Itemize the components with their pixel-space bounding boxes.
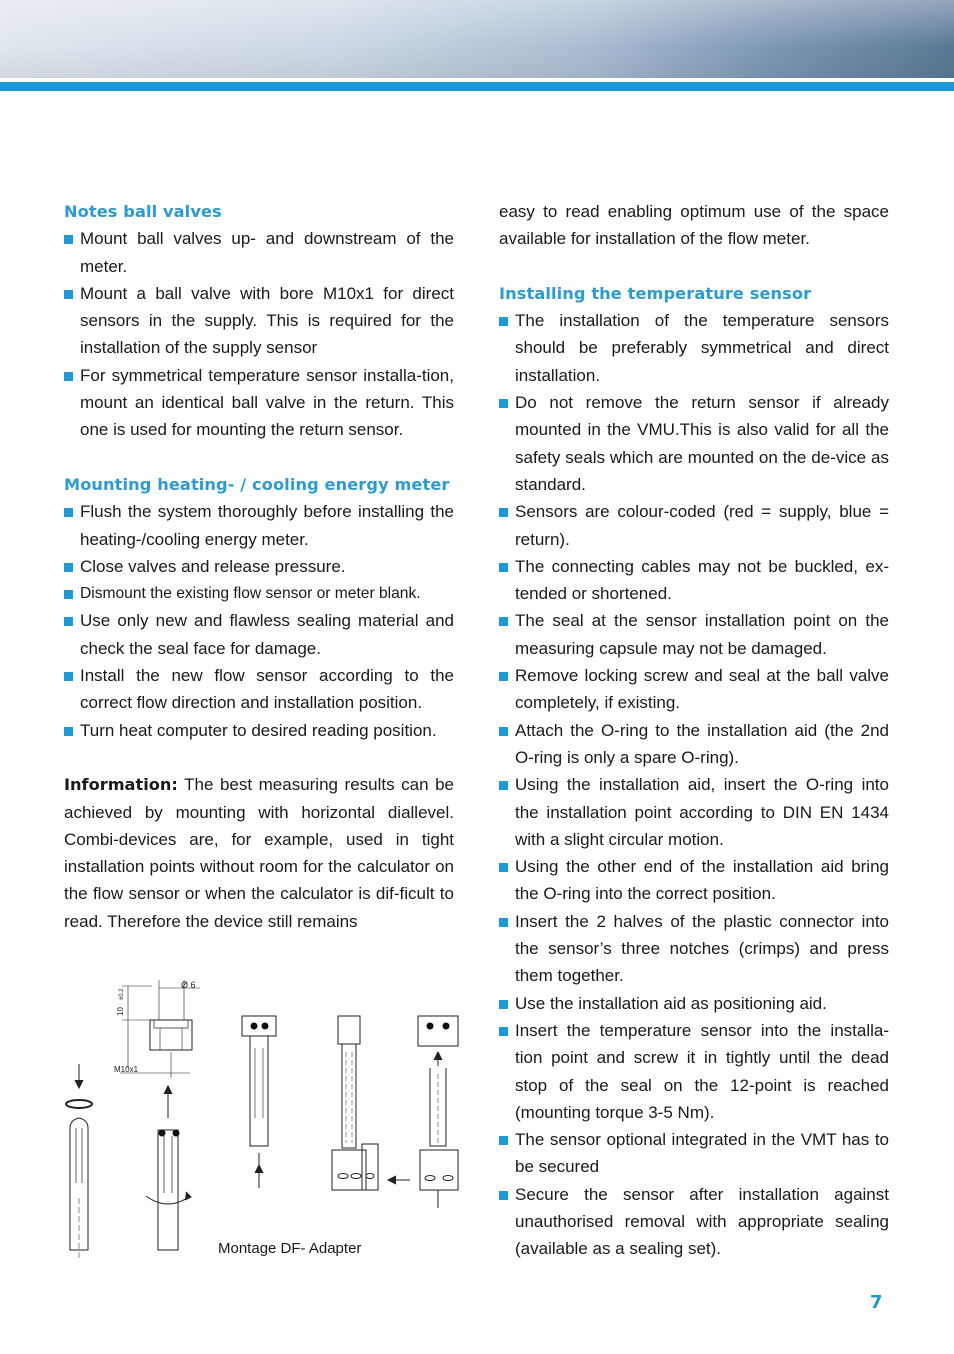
notes-heading: Notes ball valves [64,202,222,221]
mounting-heading: Mounting heating- / cooling energy meter [64,474,450,494]
list-item-text: Remove locking screw and seal at the ball valve completely, if existing. [515,666,889,713]
list-item-text: Using the installation aid, insert the O-ring into the installation point according to DIN EN 1434 with a slight circular motion. [515,775,889,849]
list-item-text: Mount a ball valve with bore M10x1 for direct sensors in the supply. This is required for the installation of the supply sensor [80,283,454,358]
bullet-square-icon [499,863,508,872]
thread-label: M10x1 [114,1065,139,1074]
list-item-text: The installation of the temperature sensors should be preferably symmetrical and direct installation. [515,311,889,385]
bullet-square-icon [64,235,73,244]
list-item-text: Use only new and flawless sealing material and check the seal face for damage. [80,611,454,658]
bullet-square-icon [64,372,73,381]
bullet-square-icon [499,1136,508,1145]
information-text: The best measuring results can be achieved by mounting with horizontal diallevel. Combi-devices are, for example, used in tight installation points without room for the calculator on the flow sensor or when the calculator is dif-ficult to read. Therefore the device still remains [64,775,454,931]
list-item-text: The connecting cables may not be buckled, ex-tended or shortened. [515,556,889,604]
list-item [499,662,889,717]
spacer [499,253,889,280]
page-number: 7 [870,1292,883,1313]
information-label: Information: [64,775,178,795]
bullet-square-icon [64,590,73,599]
bullet-square-icon [499,672,508,681]
list-item [499,771,889,853]
bullet-square-icon [64,727,73,736]
continuation-paragraph: easy to read enabling optimum use of the space available for installation of the flow meter. [499,202,889,249]
dim-height-label: 10 [116,1007,125,1016]
bullet-square-icon [499,563,508,572]
list-item [64,662,454,717]
list-item-text: The sensor optional integrated in the VMT has to be secured [515,1130,889,1177]
bullet-square-icon [64,672,73,681]
list-item-text: Using the other end of the installation aid bring the O-ring into the correct position. [515,857,889,904]
list-item [499,717,889,772]
bullet-square-icon [64,290,73,299]
list-item [499,389,889,498]
list-item [64,580,454,607]
list-item [499,498,889,553]
list-item [499,1181,889,1263]
list-item [64,498,454,553]
bullet-square-icon [499,1000,508,1009]
list-item [499,307,889,389]
list-item-text: Mount ball valves up- and downstream of the meter. [80,229,454,276]
list-item-text: Turn heat computer to desired reading position. [80,720,437,740]
dim-tolerance-label: ±0.2 [119,988,125,1000]
temp-sensor-heading: Installing the temperature sensor [499,283,812,303]
list-item [499,990,889,1017]
list-item-text: Dismount the existing flow sensor or meter blank. [80,585,421,603]
list-item [64,553,454,580]
list-item-text: The seal at the sensor installation point on the measuring capsule may not be damaged. [515,611,889,658]
list-item [499,553,889,608]
list-item-text: Attach the O-ring to the installation aid (the 2nd O-ring is only a spare O-ring). [515,720,889,767]
list-item [499,853,889,908]
mounting-list [64,498,454,744]
bullet-square-icon [499,317,508,326]
list-item-text: Secure the sensor after installation against unauthorised removal with appropriate sealing (available as a sealing set). [515,1184,889,1259]
notes-list [64,225,454,443]
bullet-square-icon [64,508,73,517]
spacer [64,744,454,771]
temp-sensor-list [499,307,889,1262]
bullet-square-icon [64,563,73,572]
information-paragraph [64,771,454,935]
list-item-text: Close valves and release pressure. [80,556,346,576]
list-item-text: For symmetrical temperature sensor installa-tion, mount an identical ball valve in the return. This one is used for mounting the return sensor. [80,365,454,440]
df-adapter-drawing [60,968,470,1263]
list-item-text: Insert the 2 halves of the plastic connector into the sensor’s three notches (crimps) and press them together. [515,911,889,986]
bullet-square-icon [499,508,508,517]
header-banner [0,0,954,78]
bullet-square-icon [499,617,508,626]
list-item [499,1017,889,1126]
right-column [499,198,889,1263]
list-item-text: Do not remove the return sensor if already mounted in the VMU.This is also valid for all the safety seals which are mounted on the de-vice as standard. [515,393,889,494]
list-item-text: Install the new flow sensor according to the correct flow direction and installation position. [80,666,454,713]
dim-diameter-label: Ø 6 [181,980,196,990]
accent-bar [0,82,954,91]
list-item [499,1126,889,1181]
list-item-text: Flush the system thoroughly before installing the heating-/cooling energy meter. [80,502,454,549]
list-item [499,908,889,990]
list-item [64,362,454,444]
banner-shine [0,0,954,78]
list-item [499,607,889,662]
bullet-square-icon [64,617,73,626]
bullet-square-icon [499,781,508,790]
spacer [64,444,454,471]
list-item-text: Sensors are colour-coded (red = supply, blue = return). [515,502,889,549]
bullet-square-icon [499,399,508,408]
list-item [64,607,454,662]
figure-caption: Montage DF- Adapter [218,1240,362,1257]
left-column [64,198,454,935]
list-item [64,225,454,280]
bullet-square-icon [499,1027,508,1036]
bullet-square-icon [499,727,508,736]
list-item-text: Insert the temperature sensor into the installa-tion point and screw it in tightly until the dead stop of the seal on the 12-point is reached (mounting torque 3-5 Nm). [515,1020,889,1122]
list-item [64,717,454,744]
list-item [64,280,454,362]
bullet-square-icon [499,918,508,927]
list-item-text: Use the installation aid as positioning aid. [515,993,827,1013]
bullet-square-icon [499,1191,508,1200]
